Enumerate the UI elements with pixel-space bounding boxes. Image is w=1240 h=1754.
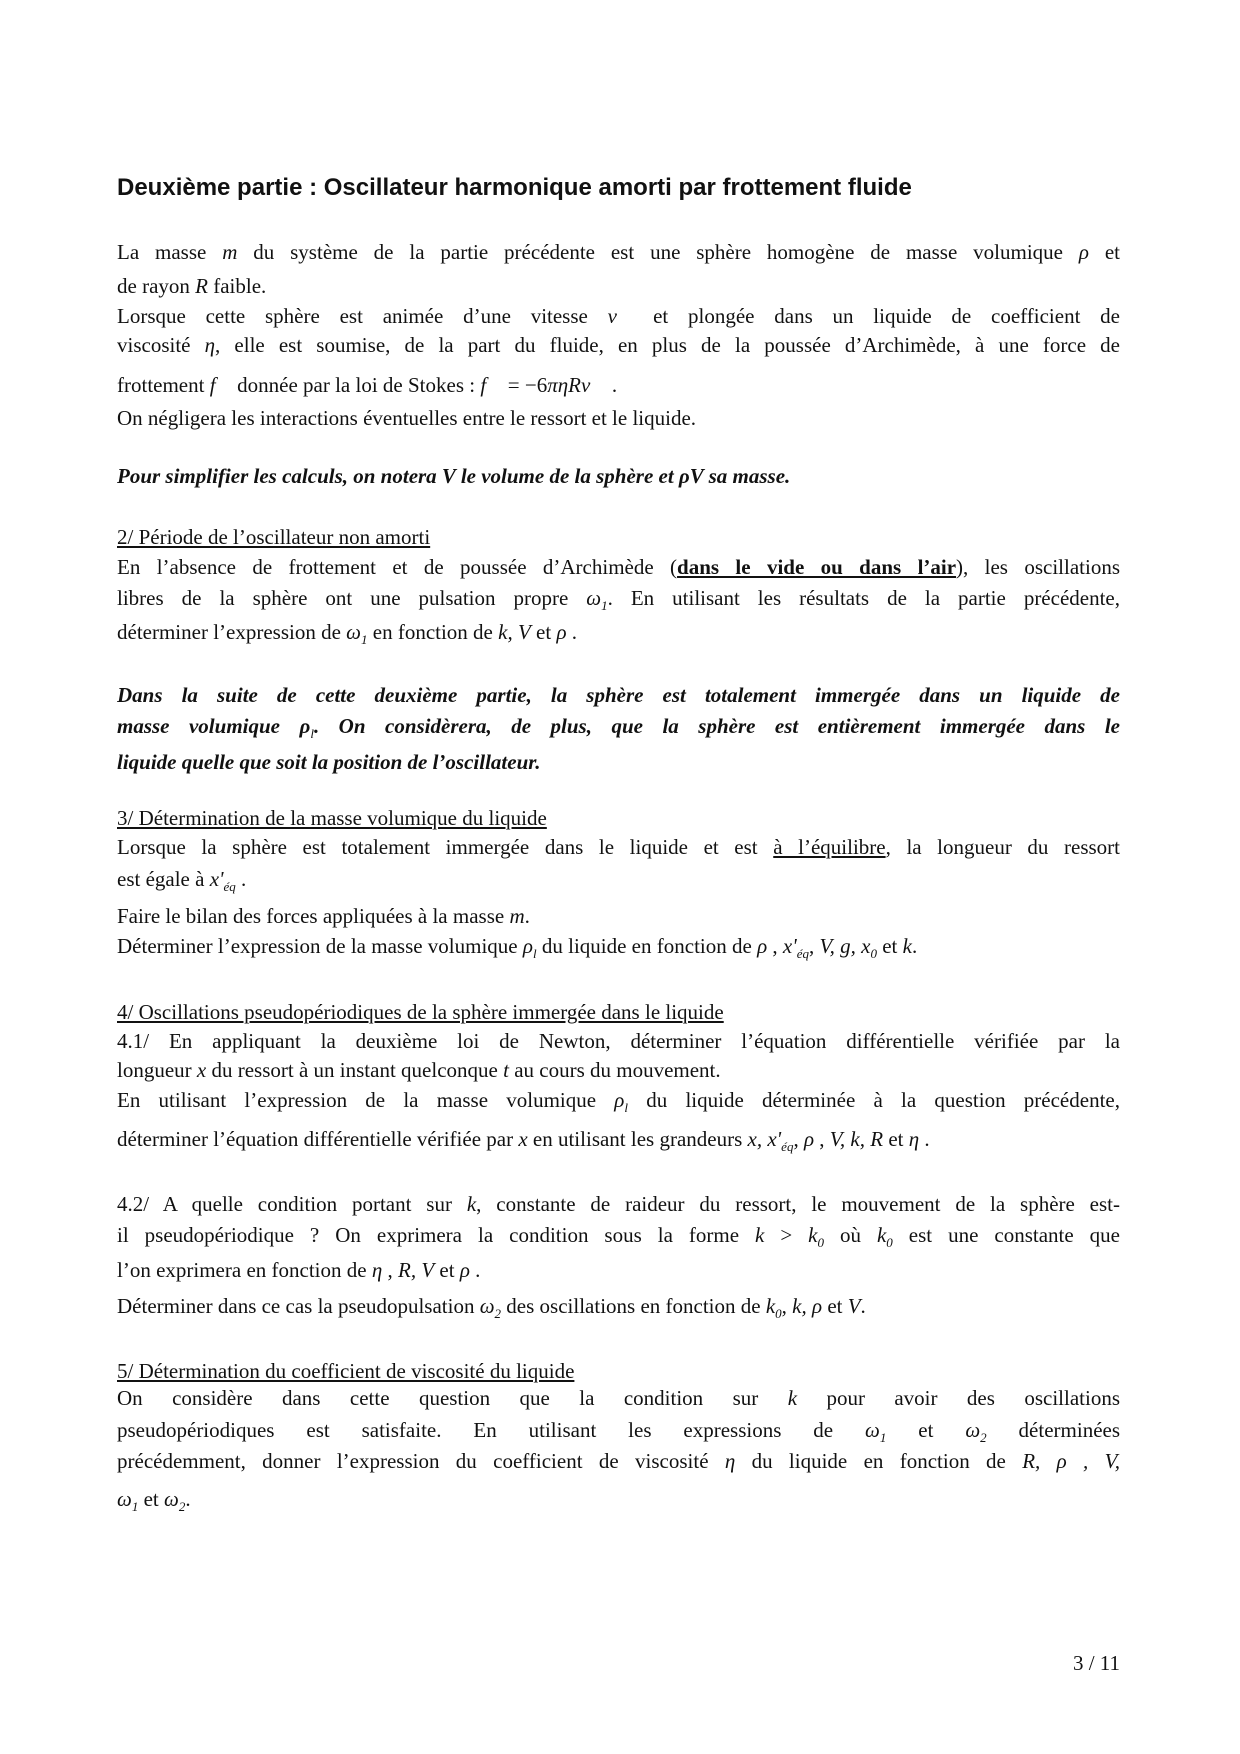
text-line xyxy=(117,933,1120,967)
text-segment: Déterminer l’expression de la masse volumique xyxy=(117,934,523,958)
text-segment: Pour simplifier les calculs, on notera V le volume de la sphère et ρV sa masse. xyxy=(117,464,791,488)
text-segment: . xyxy=(469,1258,481,1282)
text-segment: faible. xyxy=(207,274,267,298)
text-segment: Lorsque cette sphère est animée d’une vitesse xyxy=(117,304,608,328)
text-line xyxy=(117,1057,1120,1083)
text-segment: R xyxy=(195,274,208,298)
text-line xyxy=(117,1257,1120,1283)
text-line xyxy=(117,554,1120,580)
text-segment: , elle est soumise, de la part du fluide, en plus de la poussée d’Archimède, à une force de xyxy=(215,333,1120,357)
subscript: l xyxy=(624,1100,629,1113)
text-line xyxy=(117,273,1120,299)
text-segment: , xyxy=(809,934,820,958)
text-segment: ω xyxy=(865,1418,880,1442)
text-segment: v⃗ xyxy=(607,304,634,328)
text-segment: en fonction de xyxy=(367,620,499,644)
text-segment: f⃗ xyxy=(209,373,232,397)
text-segment: R, V xyxy=(398,1258,435,1282)
text-segment: . xyxy=(919,1127,930,1151)
text-segment: x' xyxy=(782,934,797,958)
subscript: 1 xyxy=(879,1430,887,1443)
text-segment: et xyxy=(883,1127,909,1151)
text-segment: et xyxy=(876,934,903,958)
text-line xyxy=(117,1028,1120,1054)
text-segment: et xyxy=(1088,240,1120,264)
text-segment: k xyxy=(876,1223,887,1247)
text-segment: dans le vide ou dans l’air xyxy=(677,555,957,579)
text-segment: k, V xyxy=(498,620,531,644)
text-segment: à l’équilibre xyxy=(773,835,886,859)
section-title: Deuxième partie : Oscillateur harmonique amorti par frottement fluide xyxy=(117,174,912,201)
subscript: 2 xyxy=(494,1306,502,1321)
text-line xyxy=(117,903,1120,929)
page-number: 3 / 11 xyxy=(1072,1651,1120,1675)
text-segment: m xyxy=(509,904,525,928)
text-segment: , xyxy=(781,1294,793,1318)
text-segment: déterminer l’équation différentielle vérifiée par xyxy=(117,1127,519,1151)
text-segment: du liquide en fonction de xyxy=(536,934,758,958)
text-line xyxy=(117,332,1120,358)
text-segment: k xyxy=(466,1192,477,1216)
text-segment: longueur xyxy=(117,1058,197,1082)
text-segment: 4/ Oscillations pseudopériodiques de la sphère immergée dans le liquide xyxy=(117,1000,724,1024)
text-segment: du liquide déterminée à la question précédente, xyxy=(628,1088,1120,1112)
text-segment: η xyxy=(908,1127,920,1151)
text-segment: k xyxy=(755,1223,765,1247)
text-segment: V xyxy=(847,1294,861,1318)
text-segment: ρ xyxy=(299,714,311,738)
text-segment: viscosité xyxy=(117,333,205,357)
subscript: 2 xyxy=(980,1430,987,1443)
text-segment: , xyxy=(814,1127,830,1151)
text-segment: Déterminer dans ce cas la pseudopulsation xyxy=(117,1294,480,1318)
text-segment: 4.2/ A quelle condition portant sur xyxy=(117,1192,467,1216)
text-segment: ω xyxy=(117,1487,132,1511)
text-segment: 4.1/ En appliquant la deuxième loi de Newton, déterminer l’équation différentielle vérifiée par la xyxy=(117,1029,1120,1053)
text-line xyxy=(117,585,1120,611)
text-segment: ρ xyxy=(614,1088,625,1112)
text-segment: k xyxy=(765,1294,776,1318)
text-segment: 5/ Détermination du coefficient de viscosité du liquide xyxy=(117,1359,575,1383)
text-segment: x, x' xyxy=(747,1127,782,1151)
text-segment: x xyxy=(518,1127,528,1151)
question-heading xyxy=(117,805,1120,831)
text-segment: On négligera les interactions éventuelles entre le ressort et le liquide. xyxy=(117,406,697,430)
text-segment: donnée par la loi de Stokes : xyxy=(231,373,481,397)
text-segment: du système de la partie précédente est une sphère homogène de masse volumique xyxy=(237,240,1079,264)
text-line xyxy=(117,1486,1120,1520)
emphasis-line xyxy=(117,463,1120,489)
text-segment: ω xyxy=(586,586,602,610)
text-segment: déterminer l’expression de xyxy=(117,620,347,644)
text-line xyxy=(117,1191,1120,1217)
text-segment: ω xyxy=(163,1487,179,1511)
text-segment: La masse xyxy=(117,240,223,264)
text-segment: Faire le bilan des forces appliquées à la masse xyxy=(117,904,510,928)
text-segment: où xyxy=(824,1223,877,1247)
text-segment: η xyxy=(724,1449,736,1473)
emphasis-line xyxy=(117,749,1120,775)
text-segment: ), les oscillations xyxy=(956,555,1120,579)
text-segment: k xyxy=(808,1223,818,1247)
emphasis-line xyxy=(117,682,1120,708)
text-segment: ω xyxy=(479,1294,495,1318)
text-line xyxy=(117,1293,1120,1327)
text-segment: et xyxy=(822,1294,848,1318)
text-segment: des oscillations en fonction de xyxy=(501,1294,766,1318)
text-segment: On considère dans cette question que la condition sur xyxy=(117,1386,788,1410)
text-segment: ω xyxy=(965,1418,981,1442)
text-segment: et xyxy=(886,1418,966,1442)
question-heading xyxy=(117,524,1120,550)
text-segment: ρ xyxy=(757,934,768,958)
subscript: l xyxy=(310,726,314,739)
text-segment: . xyxy=(185,1487,191,1511)
text-segment: m xyxy=(222,240,238,264)
text-line xyxy=(117,1222,1120,1248)
text-segment: , xyxy=(767,934,783,958)
text-segment: k xyxy=(787,1386,798,1410)
text-segment: liquide quelle que soit la position de l’oscillateur. xyxy=(117,750,541,774)
text-segment: x' xyxy=(209,867,224,891)
question-heading xyxy=(117,999,1120,1025)
text-segment: . En utilisant les résultats de la partie précédente, xyxy=(607,586,1120,610)
subscript: 0 xyxy=(817,1235,824,1248)
text-segment: , xyxy=(793,1127,804,1151)
text-segment: . xyxy=(606,373,618,397)
text-segment: il pseudopériodique ? On exprimera la condition sous la forme xyxy=(117,1223,756,1247)
text-segment: , la longueur du ressort xyxy=(885,835,1120,859)
text-segment: et xyxy=(434,1258,460,1282)
text-line xyxy=(117,1087,1120,1113)
text-segment: ρ xyxy=(522,934,533,958)
text-segment: ρ xyxy=(803,1127,815,1151)
text-segment: Dans la suite de cette deuxième partie, la sphère est totalement immergée dans un liquide de xyxy=(117,683,1120,707)
text-segment: , constante de raideur du ressort, le mouvement de la sphère est- xyxy=(476,1192,1120,1216)
text-line xyxy=(117,1126,1120,1160)
text-line xyxy=(117,1417,1120,1443)
subscript: 0 xyxy=(775,1306,782,1321)
text-segment: ρ xyxy=(556,620,567,644)
text-segment: précédemment, donner l’expression du coefficient de viscosité xyxy=(117,1449,725,1473)
text-line xyxy=(117,239,1120,265)
text-segment: η xyxy=(371,1258,383,1282)
text-line xyxy=(117,405,1120,431)
text-segment: du ressort à un instant quelconque xyxy=(206,1058,504,1082)
text-segment: frottement xyxy=(117,373,210,397)
subscript: éq xyxy=(796,946,809,961)
subscript: 1 xyxy=(131,1499,139,1514)
text-segment: , xyxy=(382,1258,398,1282)
text-segment: . On considèrera, de plus, que la sphère est entièrement immergée dans le xyxy=(313,714,1120,738)
text-line xyxy=(117,834,1120,860)
text-segment: En utilisant l’expression de la masse volumique xyxy=(117,1088,615,1112)
text-segment: . xyxy=(566,620,578,644)
text-line xyxy=(117,1385,1120,1411)
text-segment: masse volumique xyxy=(117,714,300,738)
text-segment: V, g, x xyxy=(819,934,871,958)
text-segment: est une constante que xyxy=(892,1223,1120,1247)
subscript: éq xyxy=(223,879,236,894)
text-segment: > xyxy=(764,1223,809,1247)
subscript: 0 xyxy=(886,1235,893,1248)
text-segment: t xyxy=(503,1058,509,1082)
text-segment: ρ xyxy=(1078,240,1089,264)
text-segment: l’on exprimera en fonction de xyxy=(117,1258,372,1282)
question-heading xyxy=(117,1358,1120,1384)
text-segment: R, ρ , V, xyxy=(1022,1449,1120,1473)
text-segment: et xyxy=(138,1487,164,1511)
text-segment: déterminées xyxy=(986,1418,1120,1442)
emphasis-line xyxy=(117,713,1120,739)
text-segment: du liquide en fonction de xyxy=(735,1449,1023,1473)
text-segment: au cours du mouvement. xyxy=(508,1058,721,1082)
text-segment: 2/ Période de l’oscillateur non amorti xyxy=(117,525,431,549)
subscript: l xyxy=(532,946,537,961)
text-segment: = −6 xyxy=(502,373,548,397)
text-line xyxy=(117,372,1120,398)
text-segment: pseudopériodiques est satisfaite. En utilisant les expressions de xyxy=(117,1418,866,1442)
text-segment: pour avoir des oscillations xyxy=(797,1386,1120,1410)
subscript: 1 xyxy=(361,632,368,647)
text-segment: est égale à xyxy=(117,867,210,891)
text-segment: et plongée dans un liquide de coefficient de xyxy=(633,304,1120,328)
text-segment: . xyxy=(235,867,247,891)
text-segment: de rayon xyxy=(117,274,196,298)
text-segment: 3/ Détermination de la masse volumique du liquide xyxy=(117,806,547,830)
text-segment: . xyxy=(860,1294,866,1318)
text-segment: En l’absence de frottement et de poussée d’Archimède ( xyxy=(117,555,678,579)
subscript: 2 xyxy=(178,1499,186,1514)
text-line xyxy=(117,303,1120,329)
subscript: 0 xyxy=(870,946,877,961)
text-segment: . xyxy=(524,904,530,928)
text-line xyxy=(117,619,1120,653)
text-segment: . xyxy=(911,934,918,958)
text-segment: libres de la sphère ont une pulsation propre xyxy=(117,586,587,610)
text-segment: f⃗ xyxy=(480,373,503,397)
text-segment: et xyxy=(530,620,557,644)
text-segment: k xyxy=(902,934,912,958)
text-segment: ρ xyxy=(459,1258,470,1282)
text-segment: en utilisant les grandeurs xyxy=(527,1127,748,1151)
text-segment: V, k, R xyxy=(829,1127,884,1151)
text-segment: x xyxy=(196,1058,207,1082)
text-segment: ω xyxy=(346,620,361,644)
subscript: éq xyxy=(781,1139,794,1154)
text-segment: πηRv⃗ xyxy=(547,373,607,397)
text-segment: k, ρ xyxy=(792,1294,823,1318)
text-segment: Lorsque la sphère est totalement immergée dans le liquide et est xyxy=(117,835,774,859)
text-segment: η xyxy=(204,333,216,357)
subscript: 1 xyxy=(601,598,608,611)
text-line xyxy=(117,1448,1120,1474)
text-line xyxy=(117,866,1120,900)
